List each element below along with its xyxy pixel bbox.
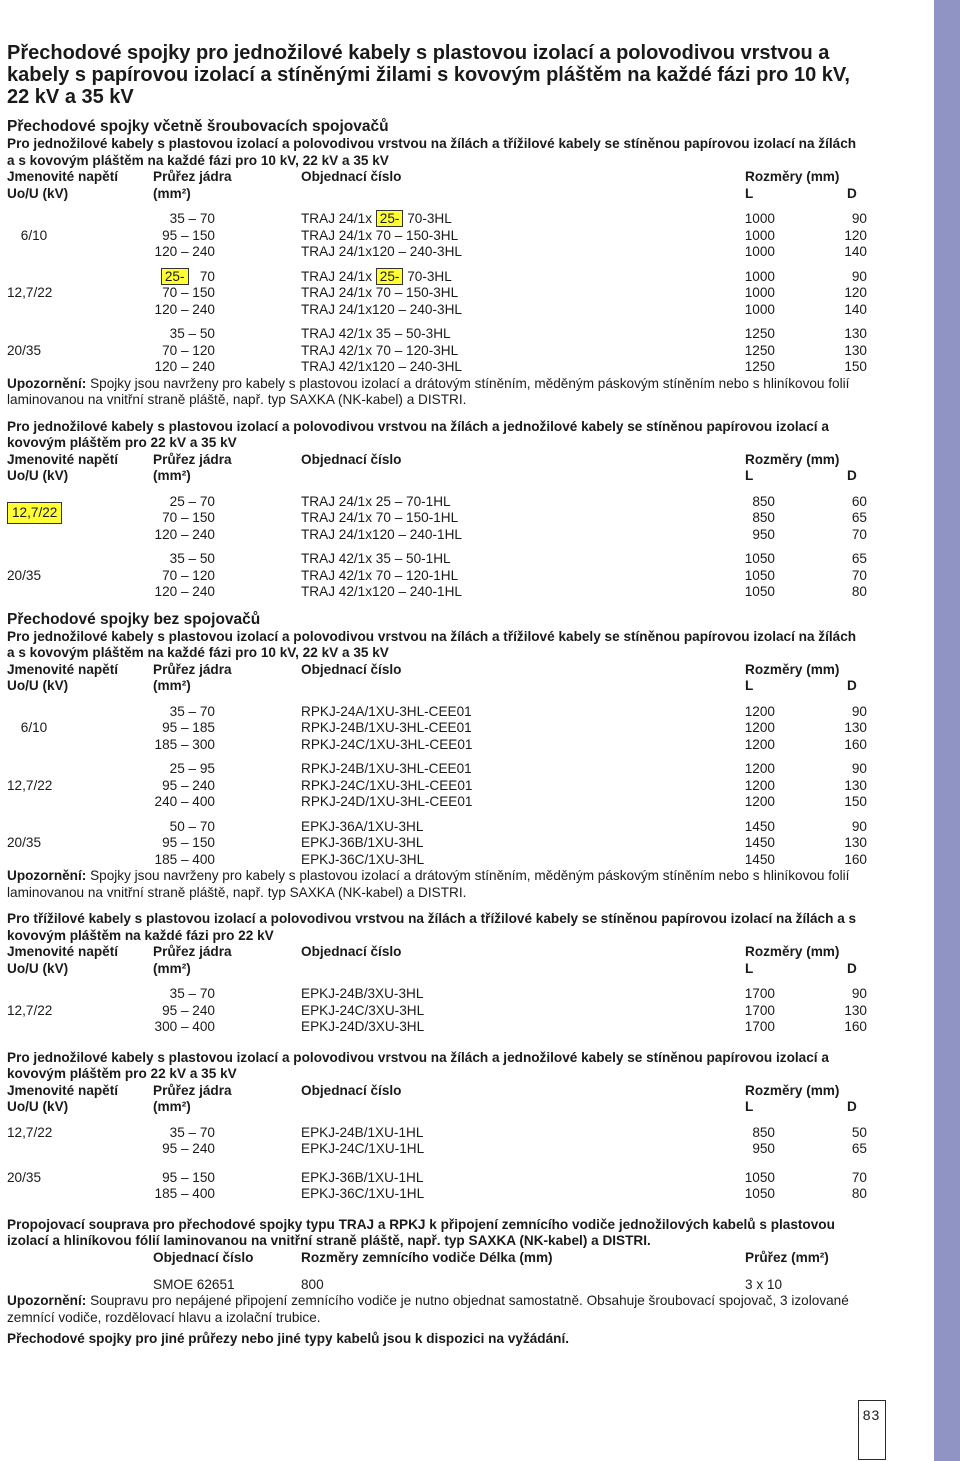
diameter-cell: 90: [851, 268, 867, 284]
table-header: Jmenovité napětí Uo/U (kV) Průřez jádra (mm²) Objednací číslo Rozměry (mm) L D: [7, 944, 857, 976]
order-cell: TRAJ 24/1x 25- 70-3HL: [301, 268, 452, 284]
table-row: [7, 269, 867, 286]
page-number-box: [858, 1400, 886, 1460]
table-group: SMOE 62651 800 3 x 10: [153, 1276, 783, 1292]
diameter-cell: 120: [844, 227, 867, 243]
voltage-label: 20/35: [7, 342, 42, 358]
table-group: 12,7/22 25 – 70 TRAJ 24/1x 25 – 70-1HL 850 60 70 – 150 TRAJ 24/1x 70 – 150-1HL 850 65 120 – 240 TRAJ 24/1x120 – 240-1HL 950 70: [7, 494, 867, 544]
warning-note: Upozornění: Soupravu pro nepájené připojení zemnícího vodiče je nutno objednat samostatně. Obsahuje šroubovací spojovač, 3 izolované zemnící vodiče, rozdělovací hlavu a izolační trubice.: [7, 1293, 849, 1325]
voltage-label: 6/10: [20, 227, 48, 243]
header-voltage: Jmenovité napětí: [7, 169, 119, 184]
section-heading: Přechodové spojky včetně šroubovacích spojovačů: [7, 118, 389, 135]
section-subheading: Pro třížilové kabely s plastovou izolací a polovodivou vrstvou na žílách a třížilové kabely se stíněnou papírovou izolací na žílách a s kovovým pláštěm na každé fázi pro 22 kV: [7, 911, 857, 943]
diameter-cell: 120: [844, 285, 867, 300]
size-cell: 35 – 70: [169, 211, 215, 226]
length-cell: 1250: [744, 342, 775, 358]
footer-note: Přechodové spojky pro jiné průřezy nebo jiné typy kabelů jsou k dispozici na vyžádání.: [7, 1331, 570, 1346]
header-cross-section: Průřez jádra: [153, 169, 232, 184]
voltage-label-highlighted: 12,7/22: [7, 502, 62, 525]
section-subheading: Pro jednožilové kabely s plastovou izolací a polovodivou vrstvou na žílách a třížilové kabely se stíněnou papírovou izolací na žílách a s kovovým pláštěm na každé fázi pro 10 kV, 22 kV a 35 kV: [7, 628, 857, 660]
highlight-mark: 25-: [161, 268, 189, 285]
table-row: [7, 302, 867, 319]
order-cell: TRAJ 24/1x 70 – 150-3HL: [301, 285, 459, 300]
voltage-label: 12,7/22: [7, 285, 53, 300]
length-cell: 1000: [744, 244, 775, 259]
diameter-cell: 150: [844, 359, 867, 374]
table-header: Jmenovité napětí Uo/U (kV) Průřez jádra (mm²) Objednací číslo Rozměry (mm) L D: [7, 661, 857, 693]
table-group: 6/10 35 – 70 RPKJ-24A/1XU-3HL-CEE01 1200 90 95 – 185 RPKJ-24B/1XU-3HL-CEE01 1200 130 185 – 300 RPKJ-24C/1XU-3HL-CEE01 1200 160: [20, 703, 867, 752]
size-cell: 120 – 240: [154, 301, 215, 317]
order-cell: TRAJ 24/1x 70 – 150-3HL: [301, 227, 459, 243]
length-cell: 1000: [744, 301, 775, 317]
table-group: 20/35 35 – 50 TRAJ 42/1x 35 – 50-1HL 1050 65 70 – 120 TRAJ 42/1x 70 – 120-1HL 1050 70 120 – 240 TRAJ 42/1x120 – 240-1HL 1050 80: [7, 551, 867, 599]
table-group: 20/35 50 – 70 EPKJ-36A/1XU-3HL 1450 90 95 – 150 EPKJ-36B/1XU-3HL 1450 130 185 – 400 EPKJ-36C/1XU-3HL 1450 160: [7, 818, 867, 867]
order-cell: TRAJ 24/1x120 – 240-3HL: [301, 244, 462, 259]
diameter-cell: 90: [851, 211, 867, 226]
table-group: [7, 211, 867, 261]
length-cell: 1250: [744, 359, 775, 374]
order-cell: TRAJ 42/1x 70 – 120-3HL: [301, 342, 459, 358]
highlight-mark: 25-: [376, 268, 404, 285]
size-cell: 95 – 150: [162, 227, 215, 243]
table-group: [7, 326, 867, 376]
table-group: [7, 269, 867, 319]
length-cell: 1000: [744, 268, 775, 284]
header-diameter: D: [847, 185, 857, 201]
table-row: [7, 326, 867, 343]
table-group: 20/35 95 – 150 EPKJ-36B/1XU-1HL 1050 70 185 – 400 EPKJ-36C/1XU-1HL 1050 80: [7, 1169, 867, 1201]
table-row: [7, 285, 867, 302]
section-subheading: Pro jednožilové kabely s plastovou izolací a polovodivou vrstvou na žílách a jednožilové kabely se stíněnou papírovou izolací a kovovým pláštěm pro 22 kV a 35 kV: [7, 418, 829, 450]
size-cell: 70 – 150: [162, 285, 215, 300]
length-cell: 1000: [744, 227, 775, 243]
size-cell: 25- 70: [153, 269, 215, 286]
order-cell: TRAJ 24/1x120 – 240-3HL: [301, 301, 462, 317]
diameter-cell: 130: [844, 342, 867, 358]
table-header: Objednací číslo Rozměry zemnícího vodiče Délka (mm) Průřez (mm²): [153, 1249, 829, 1265]
order-cell: TRAJ 42/1x 35 – 50-3HL: [301, 326, 451, 341]
section-heading: Přechodové spojky bez spojovačů: [7, 610, 261, 628]
warning-note: Upozornění: Spojky jsou navrženy pro kabely s plastovou izolací a drátovým stíněním, měděným páskovým stíněním nebo s hliníkovou folií laminovanou na vnitřní straně pláště, např. typ SAXKA (NK-kabel) a DISTRI.: [7, 375, 850, 407]
diameter-cell: 130: [844, 326, 867, 341]
order-cell: TRAJ 24/1x 25- 70-3HL: [301, 211, 452, 226]
table-header: [7, 169, 867, 202]
table-row: [7, 343, 867, 360]
table-row: [7, 228, 867, 245]
section-subheading: Pro jednožilové kabely s plastovou izolací a polovodivou vrstvou na žílách a jednožilové kabely se stíněnou papírovou izolací a kovovým pláštěm pro 22 kV a 35 kV: [7, 1049, 829, 1081]
table-header: Jmenovité napětí Uo/U (kV) Průřez jádra (mm²) Objednací číslo Rozměry (mm) L D: [7, 451, 857, 483]
section-subheading: Propojovací souprava pro přechodové spojky typu TRAJ a RPKJ k připojení zemnícího vodiče jednožilových kabelů s plastovou izolací a hliníkovou fólií laminovanou na vnitřní straně pláště, např. typ SAXKA (NK-kabel) a DISTRI.: [7, 1216, 835, 1248]
size-cell: 70 – 120: [162, 342, 215, 358]
header-order-number: Objednací číslo: [301, 169, 402, 184]
size-cell: 35 – 50: [169, 326, 215, 341]
page-title: Přechodové spojky pro jednožilové kabely s plastovou izolací a polovodivou vrstvou a kabely s papírovou izolací a stíněnými žilami s kovovým pláštěm na každé fázi pro 10 kV, 22 kV a 35 kV: [7, 42, 850, 108]
length-cell: 1000: [744, 285, 775, 300]
diameter-cell: 140: [844, 301, 867, 317]
table-header: Jmenovité napětí Uo/U (kV) Průřez jádra (mm²) Objednací číslo Rozměry (mm) L D: [7, 1082, 857, 1114]
sidebar-band: [934, 0, 960, 1461]
size-cell: 120 – 240: [154, 359, 215, 374]
header-voltage-unit: Uo/U (kV): [7, 185, 69, 201]
header-dimensions: Rozměry (mm): [745, 169, 840, 184]
table-group: 12,7/22 35 – 70 EPKJ-24B/1XU-1HL 850 50 95 – 240 EPKJ-24C/1XU-1HL 950 65: [7, 1124, 867, 1156]
highlight-mark: 25-: [376, 210, 404, 227]
warning-note: Upozornění: Spojky jsou navrženy pro kabely s plastovou izolací a drátovým stíněním, měděným páskovým stíněním nebo s hliníkovou folií laminovanou na vnitřní straně pláště, např. typ SAXKA (NK-kabel) a DISTRI.: [7, 868, 850, 900]
length-cell: 1000: [744, 211, 775, 226]
document-body: [7, 42, 867, 1348]
page-number: 83: [862, 1407, 881, 1423]
table-row: [7, 359, 867, 376]
header-cross-section-unit: (mm²): [153, 185, 191, 201]
table-row: [7, 211, 867, 228]
header-length: L: [745, 185, 754, 201]
table-group: 12,7/22 35 – 70 EPKJ-24B/3XU-3HL 1700 90 95 – 240 EPKJ-24C/3XU-3HL 1700 130 300 – 400 EPKJ-24D/3XU-3HL 1700 160: [7, 986, 867, 1034]
size-cell: 120 – 240: [154, 244, 215, 259]
table-row: [7, 244, 867, 261]
order-cell: TRAJ 42/1x120 – 240-3HL: [301, 359, 462, 374]
diameter-cell: 140: [844, 244, 867, 259]
length-cell: 1250: [744, 326, 775, 341]
section-subheading: Pro jednožilové kabely s plastovou izolací a polovodivou vrstvou na žílách a třížilové kabely se stíněnou papírovou izolací na žílách a s kovovým pláštěm na každé fázi pro 10 kV, 22 kV a 35 kV: [7, 136, 857, 168]
table-group: 12,7/22 25 – 95 RPKJ-24B/1XU-3HL-CEE01 1200 90 95 – 240 RPKJ-24C/1XU-3HL-CEE01 1200 130 240 – 400 RPKJ-24D/1XU-3HL-CEE01 1200 150: [7, 761, 867, 809]
